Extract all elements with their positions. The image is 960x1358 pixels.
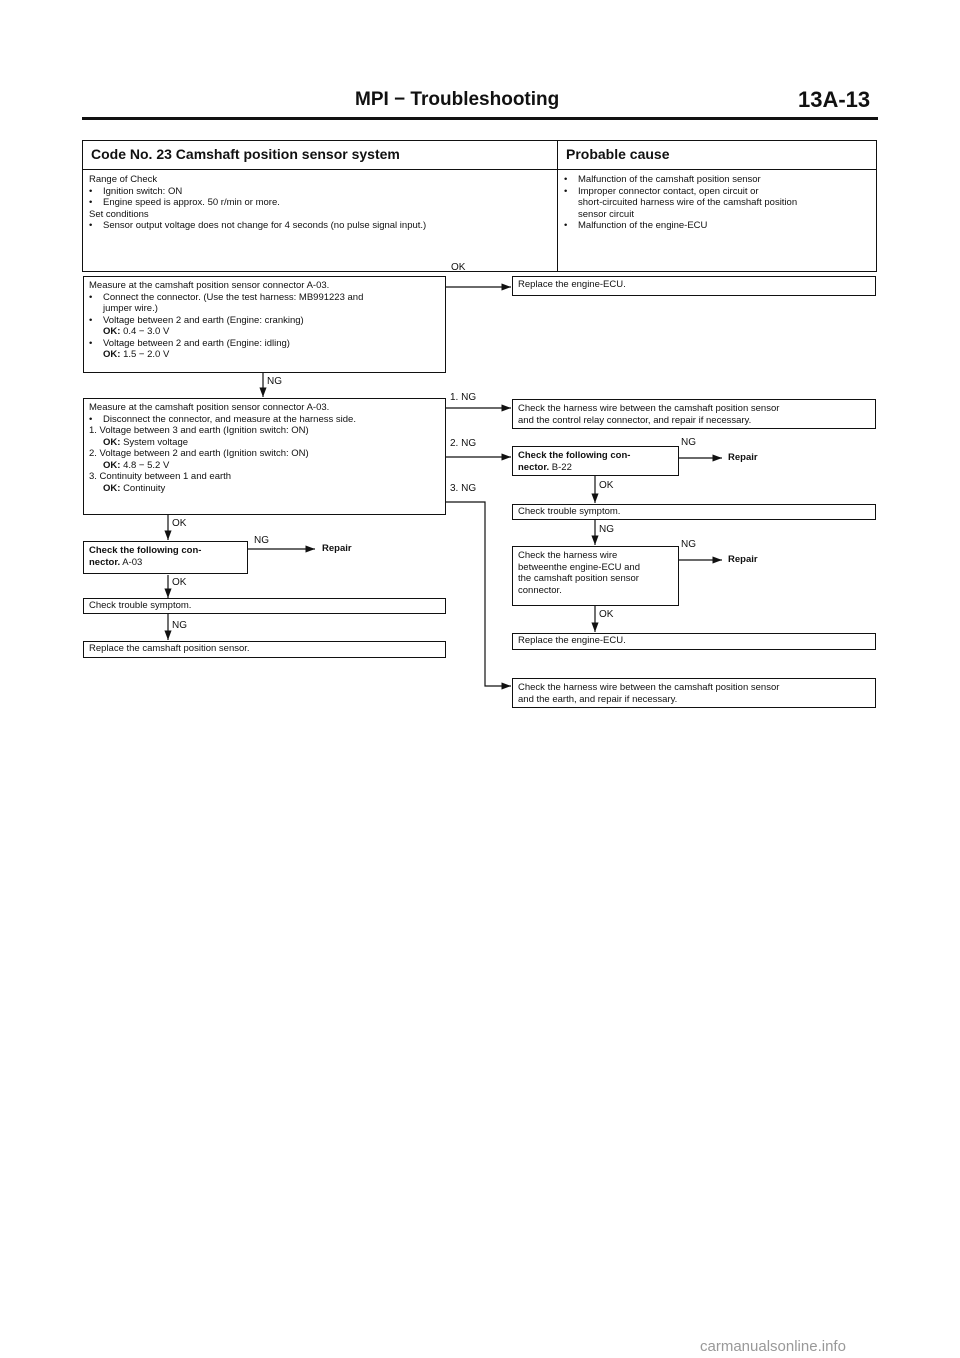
range-label: Range of Check: [89, 174, 158, 185]
ng1-label: 1. NG: [450, 392, 477, 403]
check-b22-line2: [518, 462, 673, 474]
range-item: • Engine speed is approx. 50 r/min or more.: [89, 197, 553, 209]
measure-box-1: [83, 276, 446, 373]
ok-value: System voltage: [123, 436, 189, 448]
check-connector-a03-box: [83, 541, 248, 574]
harness-relay-box: [512, 399, 876, 429]
ok-label: OK: [599, 480, 614, 491]
ok-label: OK: [599, 609, 614, 620]
ok-label: OK:: [103, 349, 121, 360]
measure-box-1-step: • Connect the connector. (Use the test harness: MB991223 and: [89, 292, 440, 304]
ok-value: 4.8 − 5.2 V: [123, 459, 170, 471]
repair-label: Repair: [322, 543, 352, 554]
harness-ecu-line: betweenthe engine-ECU and: [518, 561, 641, 573]
measure-box-2-ok: [89, 483, 440, 495]
harness-earth-line: and the earth, and repair if necessary.: [518, 693, 678, 705]
harness-relay-line: and the control relay connector, and repair if necessary.: [518, 414, 752, 426]
check-connector-b22-box: [512, 446, 679, 476]
harness-ecu-line: the camshaft position sensor: [518, 573, 639, 584]
measure-box-1-ok: [89, 326, 440, 338]
check-b22-line1: Check the following con-: [518, 450, 631, 461]
page-title: MPI − Troubleshooting: [355, 89, 560, 110]
set-item: • Sensor output voltage does not change for 4 seconds (no pulse signal input.): [89, 220, 553, 232]
harness-ecu-line: Check the harness wire: [518, 550, 618, 561]
measure-box-2: [83, 398, 446, 515]
cause-item: • Malfunction of the engine-ECU: [564, 220, 870, 232]
ok-label: OK: [172, 518, 187, 529]
ok-label: OK: [172, 577, 187, 588]
ng-label: NG: [599, 524, 614, 535]
repair-label: Repair: [728, 452, 758, 463]
ng3-label: 3. NG: [450, 483, 477, 494]
replace-ecu-box-2: Replace the engine-ECU.: [512, 633, 876, 650]
check-b22-code: B-22: [549, 461, 572, 473]
cause-title: Probable cause: [566, 146, 670, 162]
measure-box-2-step: • Disconnect the connector, and measure at the harness side.: [89, 414, 440, 426]
check-a03-bold: nector.: [89, 556, 121, 568]
measure-box-2-ok: [89, 460, 440, 472]
measure-box-1-step-cont: jumper wire.): [103, 303, 158, 314]
check-a03-line1: Check the following con-: [89, 545, 202, 556]
ok-label: OK:: [103, 482, 121, 494]
ng-label: NG: [172, 620, 187, 631]
check-b22-bold: nector.: [518, 461, 550, 473]
ng-label: NG: [681, 539, 696, 550]
cause-item: • Improper connector contact, open circuit or: [564, 186, 870, 198]
measure-box-1-ok: [89, 349, 440, 361]
harness-ecu-line: connector.: [518, 584, 562, 596]
ok-label: OK: [451, 262, 466, 273]
measure-box-1-title: Measure at the camshaft position sensor connector A-03.: [89, 280, 330, 291]
check-a03-line2: [89, 557, 242, 569]
watermark-footer: carmanualsonline.info: [700, 1338, 846, 1355]
replace-ecu-box-1: Replace the engine-ECU.: [512, 276, 876, 296]
repair-label: Repair: [728, 554, 758, 565]
page-number: 13A-13: [798, 87, 871, 112]
cause-item-cont: short-circuited harness wire of the camshaft position: [578, 197, 798, 208]
measure-box-1-step: • Voltage between 2 and earth (Engine: idling): [89, 338, 440, 350]
measure-box-2-step: 2. Voltage between 2 and earth (Ignition switch: ON): [89, 448, 309, 459]
replace-sensor-box: Replace the camshaft position sensor.: [83, 641, 446, 658]
set-label: Set conditions: [89, 208, 149, 220]
measure-box-2-step: 1. Voltage between 3 and earth (Ignition switch: ON): [89, 425, 309, 436]
ng-label: NG: [254, 535, 269, 546]
cause-item: • Malfunction of the camshaft position sensor: [564, 174, 870, 186]
check-a03-code: A-03: [120, 556, 143, 568]
ok-value: 0.4 − 3.0 V: [123, 326, 170, 337]
harness-ecu-box: [512, 546, 679, 606]
ok-label: OK:: [103, 326, 121, 337]
ng-label: NG: [681, 437, 696, 448]
ng2-label: 2. NG: [450, 438, 477, 449]
ok-value: 1.5 − 2.0 V: [123, 349, 170, 360]
ok-value: Continuity: [123, 482, 166, 494]
code-title: Code No. 23 Camshaft position sensor system: [91, 146, 400, 162]
ok-label: OK:: [103, 436, 121, 448]
harness-earth-box: [512, 678, 876, 708]
cause-item-cont: sensor circuit: [578, 208, 634, 220]
measure-box-1-step: • Voltage between 2 and earth (Engine: cranking): [89, 315, 440, 327]
measure-box-2-step: 3. Continuity between 1 and earth: [89, 471, 232, 482]
measure-box-2-ok: [89, 437, 440, 449]
check-trouble-right-box: Check trouble symptom.: [512, 504, 876, 520]
check-trouble-left-box: Check trouble symptom.: [83, 598, 446, 614]
ng-label: NG: [267, 376, 282, 387]
ok-label: OK:: [103, 459, 121, 471]
harness-relay-line: Check the harness wire between the camshaft position sensor: [518, 403, 780, 414]
harness-earth-line: Check the harness wire between the camshaft position sensor: [518, 682, 780, 693]
measure-box-2-title: Measure at the camshaft position sensor connector A-03.: [89, 402, 330, 413]
range-item: • Ignition switch: ON: [89, 186, 553, 198]
